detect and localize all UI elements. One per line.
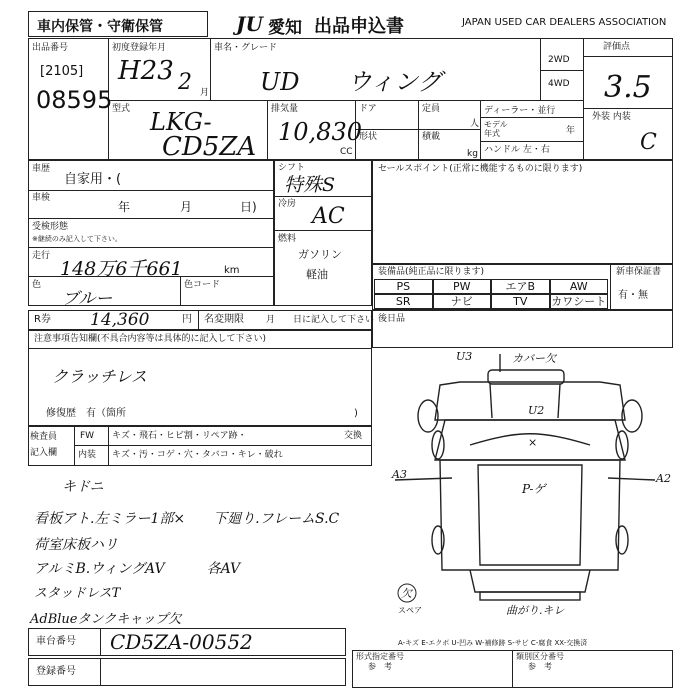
handle-label: ハンドル 左・右	[484, 145, 550, 155]
color-value: ブルー	[62, 289, 113, 309]
notes-section-label: 注意事項告知欄(不具合内容等は具体的に記入して下さい)	[34, 334, 267, 344]
name-change-label: 名変期限	[204, 314, 244, 325]
dealer-import-label: ディーラー・並行	[484, 106, 556, 116]
registration-number-label: 登録番号	[36, 666, 76, 677]
chassis-number-value: CD5ZA-00552	[110, 630, 253, 654]
repair-history-close: )	[354, 408, 358, 419]
fw-last-item: 交換	[344, 431, 363, 441]
equipment-item: PS	[374, 279, 433, 294]
registration-era: H23	[118, 56, 174, 86]
diagram-spare-circle: 欠	[401, 587, 412, 600]
fw-items: キズ・飛石・ヒビ割・リペア跡・	[112, 431, 247, 441]
lot-number-value: 08595	[36, 86, 113, 114]
person-unit-label: 人	[470, 119, 480, 129]
shift-label: シフト	[278, 163, 306, 173]
name-change-note: 月 日に記入して下さい	[266, 315, 375, 325]
chassis-number-label: 車台番号	[36, 636, 76, 647]
fuel-label: 燃料	[278, 234, 297, 244]
rear-items-label: 後日品	[378, 314, 406, 324]
interior-items: キズ・汚・コゲ・穴・タバコ・キレ・破れ	[112, 450, 283, 460]
form-title: 出品申込書	[314, 16, 404, 37]
warranty-options: 有・無	[618, 290, 648, 301]
exterior-interior-label: 外装 内装	[592, 112, 631, 122]
yen-unit: 円	[182, 314, 192, 325]
remark-line-6: AdBlueタンクキャップ欠	[30, 612, 182, 627]
month-unit-label: 月	[200, 88, 210, 98]
year-unit-label: 年	[566, 126, 576, 136]
mileage-value: 148万6千661	[60, 258, 183, 280]
repair-history-label: 修復歴 有（箇所	[46, 408, 126, 419]
lot-number-label: 出品番号	[32, 43, 69, 53]
storage-note: 車内保管・守衛保管	[37, 19, 163, 35]
shift-value: 特殊S	[284, 174, 336, 196]
ac-label: 冷房	[278, 199, 297, 209]
diagram-cover: カバー欠	[512, 352, 556, 365]
diagram-spare: スペア	[398, 606, 422, 615]
rating-value: 3.5	[604, 70, 652, 105]
category-number-label: 類別区分番号	[516, 652, 564, 661]
equipment-item: SR	[374, 294, 433, 309]
received-form-note: ※継続のみ記入して下さい。	[32, 235, 122, 243]
equipment-item: AW	[550, 279, 609, 294]
registration-month: 2	[178, 70, 192, 95]
model-cert-reference: 参 考	[368, 662, 392, 671]
remark-line-1: キドニ	[62, 479, 104, 495]
kg-label: kg	[467, 149, 478, 159]
association-name: JAPAN USED CAR DEALERS ASSOCIATION	[462, 17, 667, 28]
org-name: 愛知	[268, 18, 302, 38]
inspection-day: 日)	[240, 200, 257, 214]
remark-line-3: 荷室床板ハリ	[34, 537, 118, 553]
inspector-label: 検査員	[30, 432, 58, 442]
cc-label: CC	[340, 147, 353, 157]
load-label: 積載	[422, 132, 441, 142]
remark-line-2: 看板アト.左ミラー1部× 下廻り.フレームS.C	[34, 511, 340, 527]
r-ticket-value: 14,360	[90, 310, 150, 330]
four-wd-label: 4WD	[548, 79, 570, 89]
diagram-bottom: 曲がり.キレ	[506, 604, 565, 617]
two-wd-label: 2WD	[548, 55, 570, 65]
capacity-label: 定員	[422, 104, 441, 114]
ac-value: AC	[312, 204, 345, 229]
interior-label: 内装	[78, 450, 97, 460]
model-code-line-1: LKG-	[150, 108, 212, 136]
fw-label: FW	[80, 431, 95, 441]
equipment-item: TV	[491, 294, 550, 309]
inspection-month: 月	[180, 200, 193, 214]
diagram-pg: P-ゲ	[522, 482, 546, 496]
lot-box-value: [2105]	[40, 64, 84, 79]
equipment-label: 装備品(純正品に限ります)	[378, 267, 485, 277]
inspection-year: 年	[118, 200, 131, 214]
notes-value: クラッチレス	[52, 367, 147, 386]
first-registration-label: 初度登録年月	[112, 43, 167, 53]
equipment-item: PW	[433, 279, 492, 294]
diagram-a3: A3	[392, 468, 407, 481]
mileage-label: 走行	[32, 251, 51, 261]
displacement-label: 排気量	[271, 104, 299, 114]
model-grade-label: 車名・グレード	[214, 43, 278, 53]
color-code-label: 色コード	[184, 280, 221, 290]
model-year-label: モデル年式	[484, 120, 508, 138]
equipment-item: ナビ	[433, 294, 492, 309]
r-ticket-label: R券	[34, 314, 51, 325]
diagram-a2: A2	[656, 472, 671, 485]
model-type-label: 型式	[112, 104, 131, 114]
rating-label: 評価点	[603, 42, 631, 52]
mileage-unit: km	[224, 265, 240, 276]
equipment-item: カワシート	[551, 295, 607, 308]
new-car-warranty-label: 新車保証書	[616, 267, 662, 277]
fuel-gasoline: ガソリン	[298, 248, 342, 261]
ju-logo-text: JU	[236, 12, 263, 36]
usage-label: 車歴	[32, 164, 51, 174]
selling-points-label: セールスポイント(正常に機能するものに限ります)	[378, 164, 583, 174]
displacement-value: 10,830	[278, 118, 362, 146]
diagram-u2: U2	[528, 404, 545, 417]
diagram-x: ×	[528, 436, 538, 449]
category-number-reference: 参 考	[528, 662, 552, 671]
shape-label: 形状	[359, 132, 378, 142]
inspection-label: 車検	[32, 193, 51, 203]
entry-field-label: 記入欄	[30, 448, 58, 458]
color-label: 色	[32, 280, 42, 290]
remark-line-4: アルミB.ウィングAV 各AV	[34, 561, 241, 577]
model-cert-label: 形式指定番号	[356, 652, 404, 661]
door-label: ドア	[359, 104, 377, 114]
usage-value: 自家用・(	[64, 172, 122, 187]
fuel-diesel: 軽油	[306, 268, 328, 281]
damage-legend: A-キズ E-エクボ U-凹み W-補修跡 S-サビ C-腐食 XX-交換済	[398, 639, 588, 647]
exterior-grade-value: C	[640, 130, 657, 155]
model-code-line-2: CD5ZA	[162, 132, 257, 162]
model-name-value: UD ウィング	[260, 68, 442, 96]
equipment-item: エアB	[491, 279, 550, 294]
remark-line-5: スタッドレスT	[34, 586, 121, 601]
lot-box-number: 2105	[45, 64, 79, 79]
diagram-u3: U3	[456, 350, 473, 363]
received-form-label: 受検形態	[32, 222, 69, 232]
